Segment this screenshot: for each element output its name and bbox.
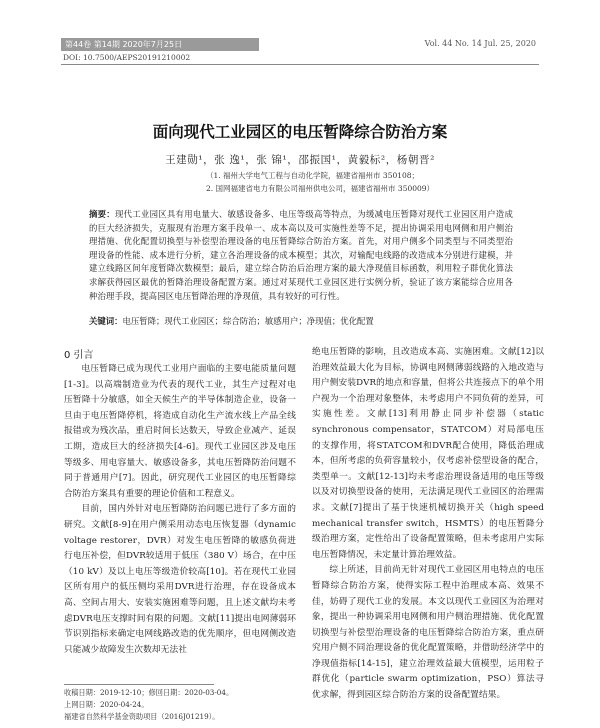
paragraph: 目前，国内外针对电压暂降防治问题已进行了多方面的研究。文献[8-9]在用户侧采用动态电压恢复器（dynamic voltage restorer，DVR）对发生电压暂降的敏感负荷进行电压补偿，但DVR较适用于低压（380 V）场合，在中压（10 kV）及以上电压等级造价较高[10]。若在现代工业园区所有用户的低压侧均采用DVR进行治理，存在设备成本高、空间占用大、安装实施困难等问题，且上述文献均未考虑DVR电压支撑时间有限的问题。文献[11]提出电网薄弱环节识别指标来确定电网线路改造的优先顺序，但电网侧改造只能减少故障发生次数却无法社 — [64, 504, 296, 655]
affiliation-1: （1. 福州大学电气工程与自动化学院，福建省福州市 350108； — [206, 171, 420, 180]
issue-volume-english: Vol. 44 No. 14 Jul. 25, 2020 — [424, 39, 536, 48]
paragraph: 绝电压暂降的影响，且改造成本高、实施困难。文献[12]以治理效益最大化为目标，协调电网侧薄弱线路的入地改造与用户侧安装DVR的地点和容量，但将公共连接点下的单个用户视为一个治理对象整体，未考虑用户不同负荷的差异，可实施性差。文献[13]利用静止同步补偿器（static synchronous compensator，STATCOM）对局部电压的支撑作用，将STATCOM和DVR配合使用，降低治理成本，但所考虑的负荷容量较小，仅考虑补偿型设备的配合，类型单一。文献[12-13]均未考虑治理设备适用的电压等级以及对切换型设备的使用，无法满足现代工业园区的治理需求。文献[7]提出了基于快速机械切换开关（high speed mechanical transfer switch，HSMTS）的电压暂降分级治理方案，定性给出了设备配置策略，但未考虑用户实际电压暂降情况，未定量计算治理效益。 — [312, 347, 544, 560]
keywords — [89, 315, 513, 327]
body-column-left — [64, 362, 296, 658]
paragraph: 电压暂降已成为现代工业用户面临的主要电能质量问题[1-3]。以高端制造业为代表的现代工业，其生产过程对电压暂降十分敏感，如全天候生产的半导体制造企业，设备一旦由于电压暂降停机，将造成自动化生产流水线上产品全线报错或为残次品，重启时间长达数天，导致企业减产、延误工期，造成巨大的经济损失[4-6]。现代工业园区涉及电压等级多、用电容量大、敏感设备多，其电压暂降防治问题不同于普通用户[7]。因此，研究现代工业园区的电压暂降综合防治方案具有重要的理论价值和工程意义。 — [64, 364, 296, 499]
paragraph: 综上所述，目前尚无针对现代工业园区用电特点的电压暂降综合防治方案，使得实际工程中治理成本高、效果不佳，妨碍了现代工业的发展。本文以现代工业园区为治理对象，提出一种协调采用电网侧和用户侧治理措施、优化配置切换型与补偿型治理设备的电压暂降综合防治方案，重点研究用户侧不同治理设备的优化配置策略，并借助经济学中的净现值指标[14-15]，建立治理效益最大值模型，运用粒子群优化（particle swarm optimization，PSO）算法寻优求解，得到园区综合防治方案的设备配置结果。 — [312, 565, 544, 701]
body-column-right — [312, 345, 544, 704]
doi: DOI: 10.7500/AEPS20191210002 — [63, 53, 191, 62]
footnote-funding: 福建省自然科学基金资助项目（2016J01219）。 — [64, 712, 220, 721]
author-list: 王建勋¹，张 逸¹，张 锦¹，邵振国¹，黄毅标²，杨朝晋² — [165, 154, 435, 166]
keywords-text: 电压暂降；现代工业园区；综合防治；敏感用户；净现值；优化配置 — [122, 316, 374, 326]
issue-banner: 第44卷 第14期 2020年7月25日 — [61, 38, 259, 51]
footnote-received-date: 收稿日期：2019-12-10；修回日期：2020-03-04。 — [64, 688, 234, 697]
footnotes — [64, 687, 233, 723]
abstract-label: 摘要： — [89, 209, 115, 219]
footnote-online-date: 上网日期：2020-04-24。 — [64, 700, 149, 709]
paper-title: 面向现代工业园区的电压暂降综合防治方案 — [152, 123, 448, 141]
abstract — [89, 208, 513, 303]
footnote-rule — [64, 684, 214, 685]
section-heading-introduction: 0 引言 — [64, 350, 94, 361]
affiliation-2: 2. 国网福建省电力有限公司福州供电公司，福建省福州市 350009） — [206, 184, 435, 193]
keywords-label: 关键词： — [89, 316, 123, 326]
header-rule — [61, 64, 539, 65]
abstract-text: 现代工业园区具有用电量大、敏感设备多、电压等级高等特点，为缓减电压暂降对现代工业园区用户造成的巨大经济损失，克服现有治理方案手段单一、成本高以及可实施性差等不足，提出协调采用电网侧和用户侧治理措施、优化配置切换型与补偿型治理设备的电压暂降综合防治方案。首先，对用户侧多个同类型与不同类型治理设备的性能、成本进行分析，建立各治理设备的成本模型；其次，对输配电线路的改造成本分别进行建模，并建立线路区间年度暂降次数模型；最后，建立综合防治后治理方案的最大净现值目标函数，利用粒子群优化算法求解获得园区最优的暂降治理设备配置方案。通过对某现代工业园区进行实例分析，验证了该方案能综合应用各种治理手段，提高园区电压暂降治理的净现值，具有较好的可行性。 — [89, 209, 513, 301]
